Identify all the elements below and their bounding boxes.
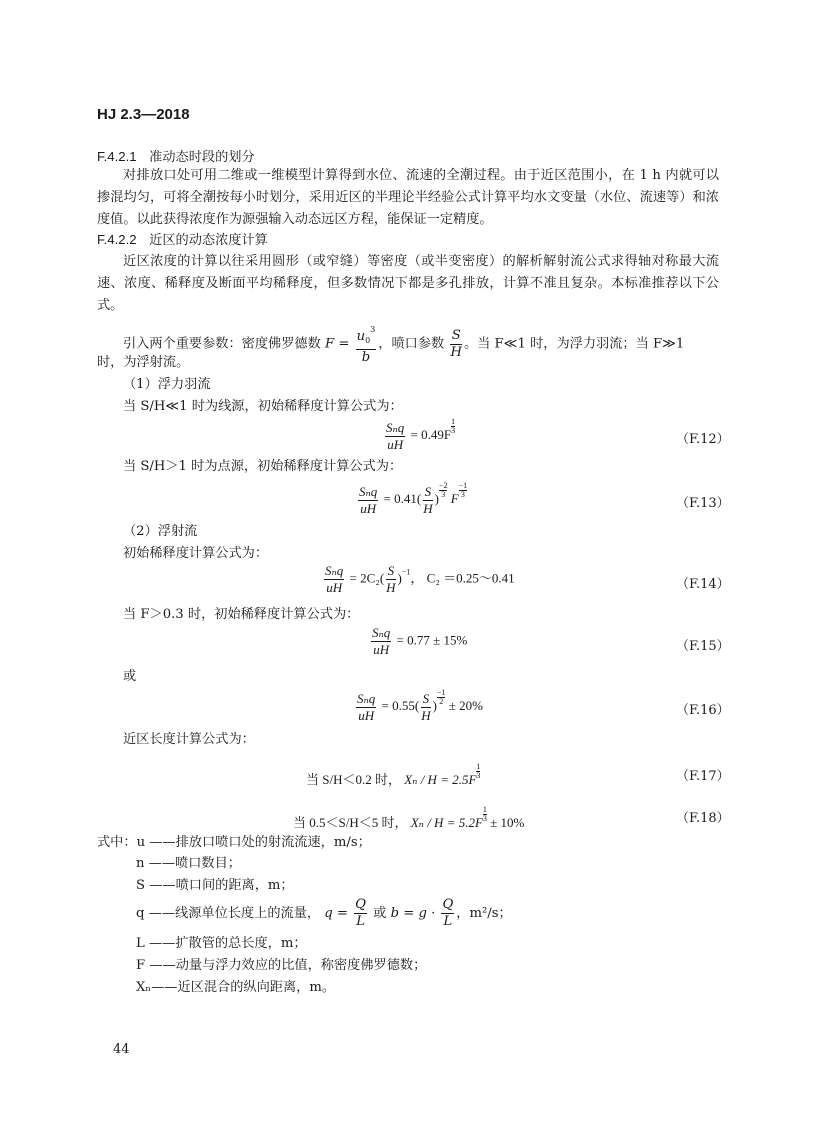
equation-f13: $\frac{\text{Sₙq}}{uH}$ = 0.41( $\frac{S}{H}$ ) $\frac{-2}{3}$ F $\frac{-1}{3}$ — [359, 481, 468, 516]
froude-fraction: $\frac{u_0^3}{b}$ — [356, 322, 377, 366]
document-code-header: HJ 2.3—2018 — [97, 106, 190, 123]
equation-f16: $\frac{\text{Sₙq}}{uH}$ = 0.55( $\frac{S}{H}$ ) $\frac{-1}{2}$ ± 20% — [357, 688, 483, 723]
plume-line-source-condition: 当 S/H≪1 时为线源，初始稀释度计算公式为： — [123, 399, 403, 414]
definition-n: n ——喷口数目； — [136, 856, 241, 871]
equation-number: （F.13） — [676, 496, 730, 511]
jet-initial-dilution: 初始稀释度计算公式为： — [123, 546, 269, 561]
plume-heading: （1）浮力羽流 — [123, 377, 211, 392]
equation-f14: $\frac{\text{Sₙq}}{uH}$ = 2C₂( $\frac{S}{H}$ )$^{-1}$， C₂ ＝0.25～0.41 — [325, 563, 515, 595]
definition-u: 式中：u ——排放口喷口处的射流流速，m/s； — [97, 835, 371, 850]
equation-f18: 当 0.5＜S/H＜5 时， Xₙ / H = 5.2F $\frac{1}{3}$ ± 10% — [293, 805, 525, 830]
section-number: F.4.2.2 — [97, 232, 137, 247]
plume-point-source-condition: 当 S/H＞1 时为点源，初始稀释度计算公式为： — [123, 459, 403, 474]
equation-f15: $\frac{\text{Sₙq}}{uH}$ = 0.77 ± 15% — [372, 625, 468, 657]
section-number: F.4.2.1 — [97, 149, 137, 164]
equation-number: （F.12） — [676, 432, 730, 447]
section-title: 近区的动态浓度计算 — [149, 233, 268, 248]
paragraph-quasi-dynamic: 对排放口处可用二维或一维模型计算得到水位、流速的全潮过程。由于近区范围小，在 1 h 内就可以掺混均匀，可将全潮按每小时划分，采用近区的半理论半经验公式计算平均水文变量（水位、流速等）和浓度值。以此获得浓度作为源强输入动态远区方程，能保证一定精度。 — [97, 168, 719, 227]
nearfield-length-label: 近区长度计算公式为： — [123, 732, 255, 747]
definition-F: F ——动量与浮力效应的比值，称密度佛罗德数； — [136, 958, 427, 973]
definition-q: q ——线源单位长度上的流量， q = $\frac{Q}{L}$ 或 b = g · $\frac{Q}{L}$ ，m²/s； — [136, 897, 512, 929]
paragraph-nearfield-calc: 近区浓度的计算以往采用圆形（或窄缝）等密度（或半变密度）的解析解射流公式求得轴对称最大流速、浓度、稀释度及断面平均稀释度，但多数情况下都是多孔排放，计算不准且复杂。本标准推荐以下公式。 — [97, 254, 719, 313]
section-title: 准动态时段的划分 — [149, 150, 255, 165]
or-text: 或 — [123, 669, 137, 684]
parameter-intro-line: 引入两个重要参数：密度佛罗德数 F = $\frac{u_0^3}{b}$ ，喷口参数 $\frac{S}{H}$ 。当 F≪1 时，为浮力羽流；当 F≫1 — [123, 322, 684, 366]
F-symbol: F = — [325, 336, 350, 352]
parameter-intro-line2: 时，为浮射流。 — [97, 355, 190, 370]
jet-F-condition: 当 F＞0.3 时，初始稀释度计算公式为： — [123, 607, 360, 622]
definition-Xn: Xₙ——近区混合的纵向距离，m。 — [136, 980, 336, 995]
jet-heading: （2）浮射流 — [123, 524, 198, 539]
section-heading-f422 — [97, 229, 268, 252]
nozzle-parameter-fraction: $\frac{S}{H}$ — [450, 327, 462, 360]
page-number: 44 — [113, 1042, 130, 1057]
equation-number: （F.16） — [676, 703, 730, 718]
definition-L: L ——扩散管的总长度，m； — [136, 936, 307, 951]
equation-number: （F.14） — [676, 577, 730, 592]
equation-f17: 当 S/H＜0.2 时， Xₙ / H = 2.5F $\frac{1}{3}$ — [306, 762, 481, 787]
equation-f12: $\frac{\text{Sₙq}}{uH}$ = 0.49F $\frac{1}{3}$ — [386, 417, 456, 452]
equation-number: （F.15） — [676, 639, 730, 654]
equation-number: （F.18） — [676, 811, 730, 826]
definition-S: S ——喷口间的距离，m； — [136, 878, 294, 893]
equation-number: （F.17） — [676, 769, 730, 784]
